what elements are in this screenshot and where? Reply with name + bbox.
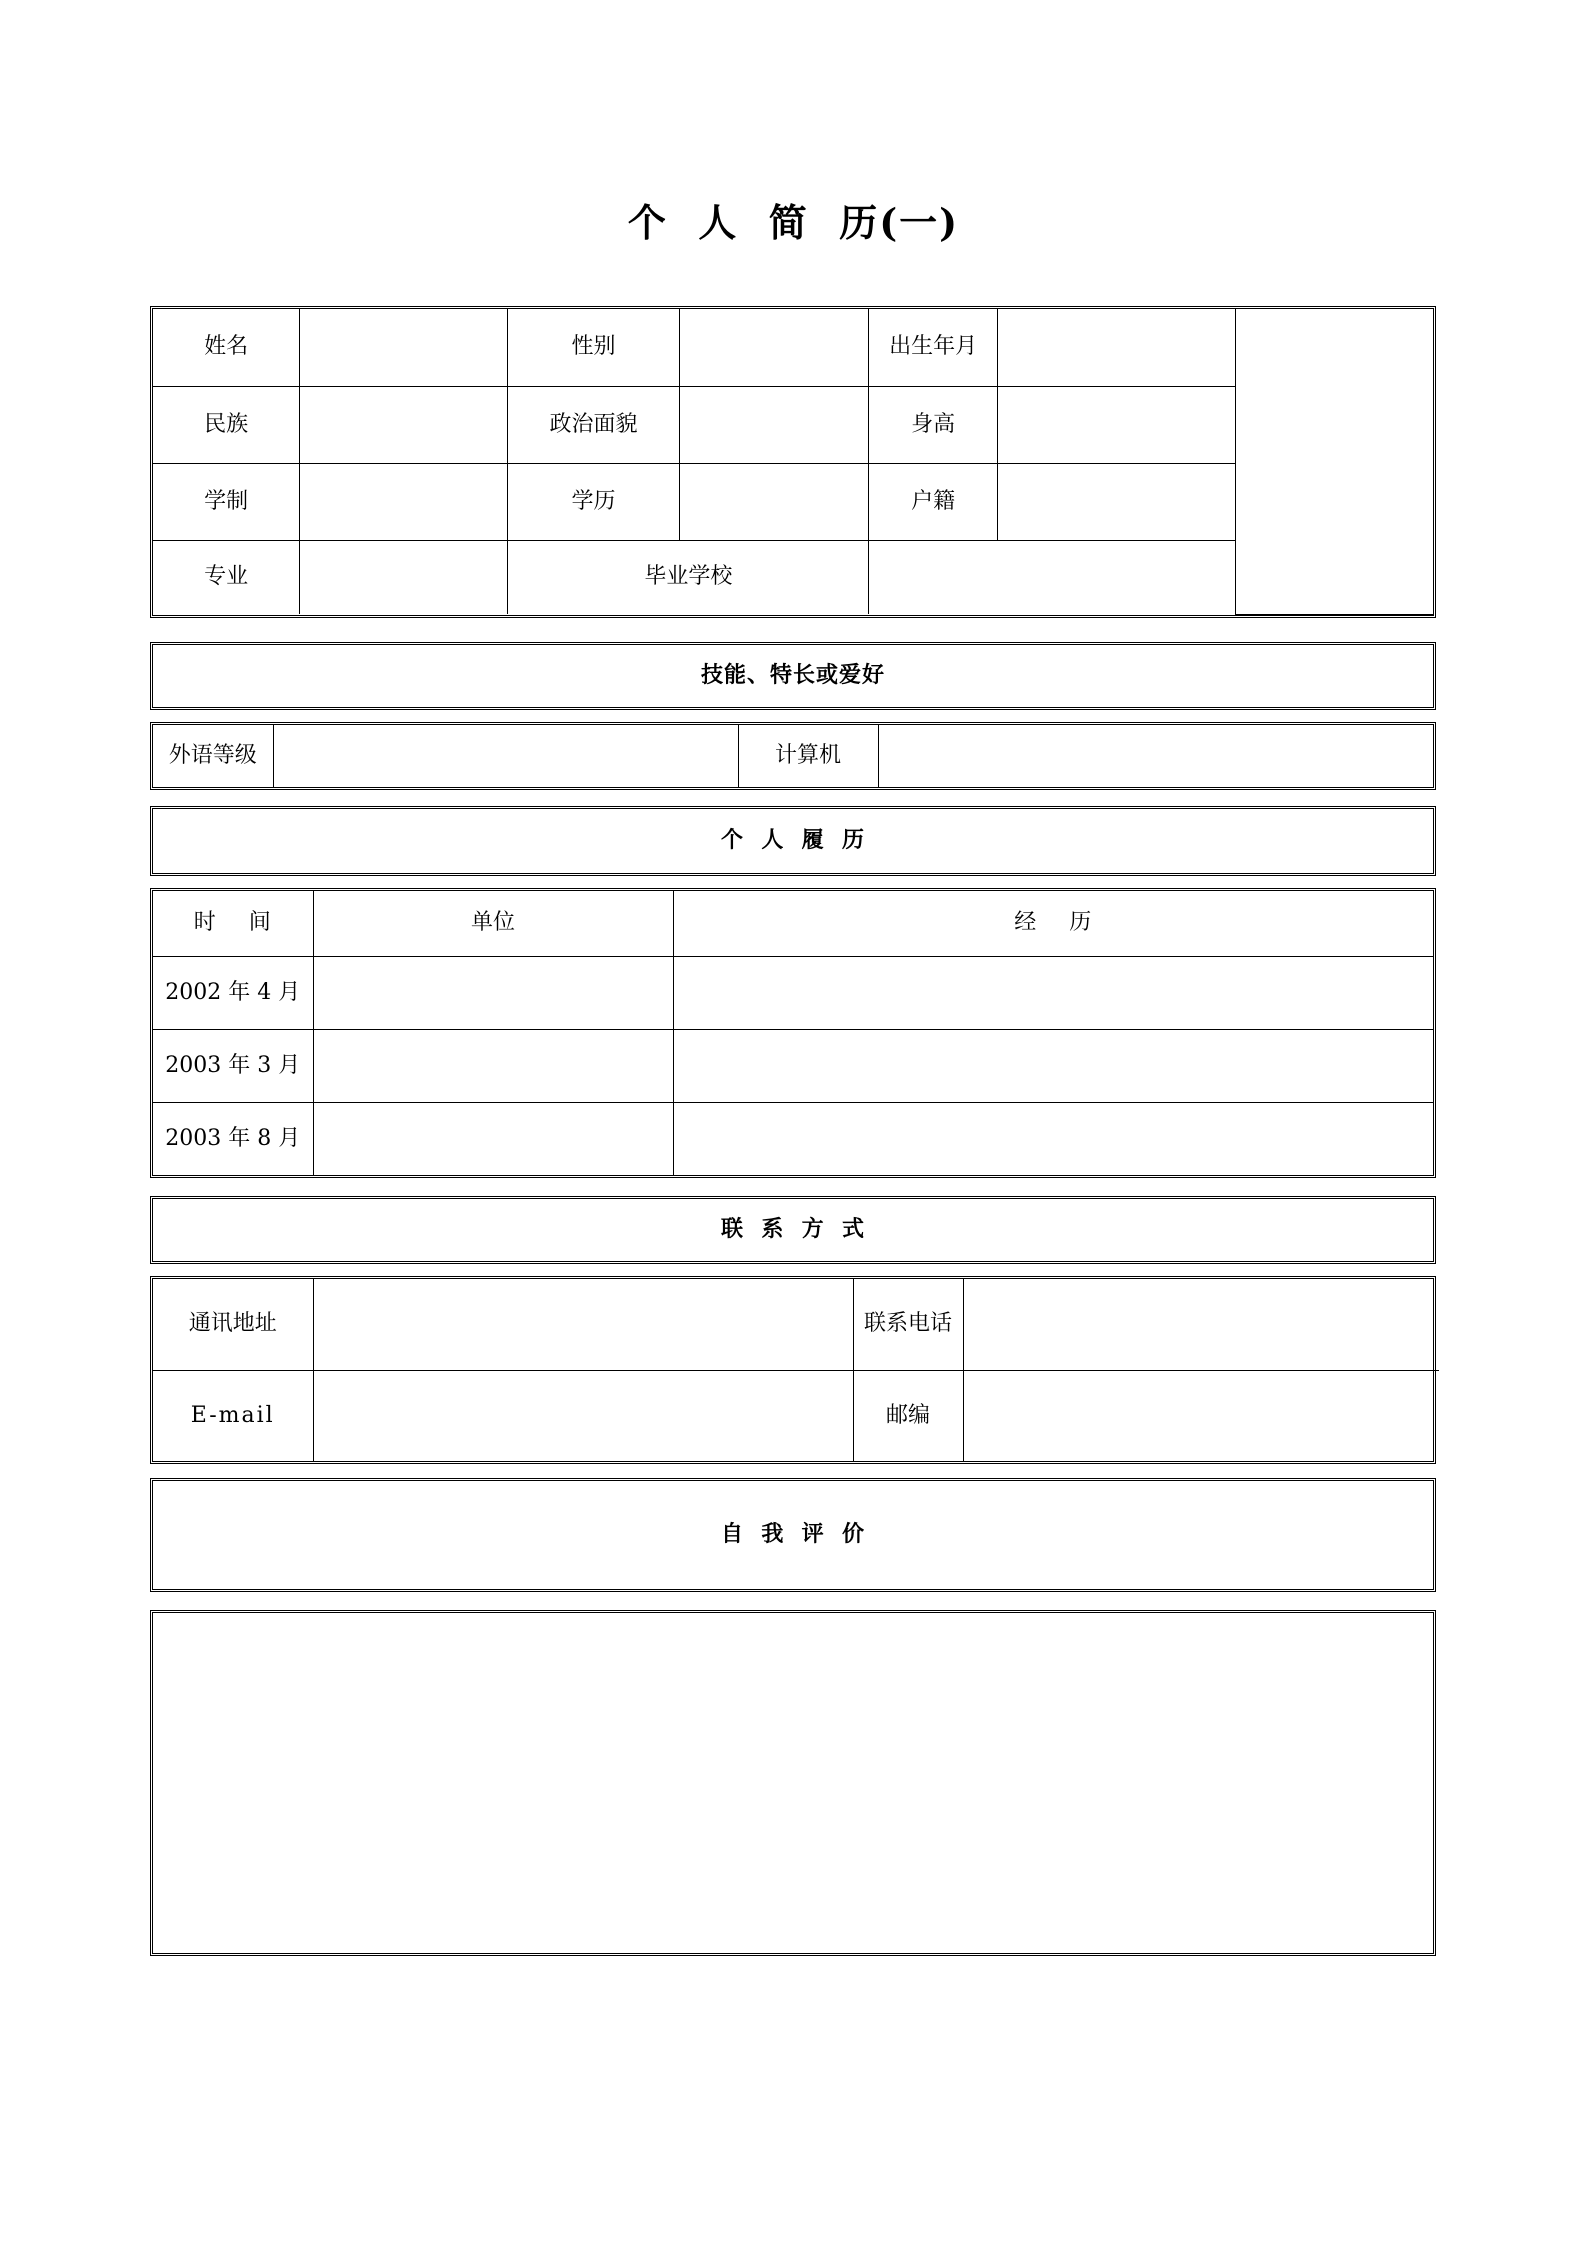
basic-info-table	[153, 309, 1433, 615]
label-graduation-school: 毕业学校	[508, 540, 869, 614]
field-school-system[interactable]	[300, 463, 508, 540]
field-mailing-address[interactable]	[313, 1279, 853, 1370]
cell-time: 2003 年 3 月	[153, 1029, 313, 1102]
contact-band-table	[153, 1199, 1433, 1261]
resume-table-block	[150, 888, 1436, 1178]
table-row	[153, 1029, 1433, 1102]
header-experience: 经 历	[673, 891, 1433, 956]
contact-band-title: 联 系 方 式	[721, 1216, 865, 1243]
field-foreign-language-level[interactable]	[273, 725, 738, 787]
cell-unit[interactable]	[313, 1029, 673, 1102]
label-computer: 计算机	[738, 725, 878, 787]
table-header-row	[153, 891, 1433, 956]
header-unit: 单位	[313, 891, 673, 956]
self-evaluation-body-table	[153, 1613, 1433, 1953]
field-computer[interactable]	[878, 725, 1433, 787]
label-gender: 性别	[508, 309, 679, 386]
skills-band-table	[153, 645, 1433, 707]
page-title: 个 人 简 历(一)	[627, 200, 960, 245]
table-row	[153, 956, 1433, 1029]
label-birth-date: 出生年月	[869, 309, 997, 386]
resume-band-title: 个 人 履 历	[721, 827, 865, 854]
label-foreign-language-level: 外语等级	[153, 725, 273, 787]
table-row	[153, 1613, 1433, 1953]
label-height: 身高	[869, 386, 997, 463]
field-email[interactable]	[313, 1370, 853, 1461]
self-evaluation-textarea[interactable]	[153, 1613, 1433, 1953]
header-time: 时 间	[153, 891, 313, 956]
language-block	[150, 722, 1436, 790]
field-political-status[interactable]	[679, 386, 869, 463]
resume-band-block	[150, 806, 1436, 876]
language-table	[153, 725, 1433, 787]
field-gender[interactable]	[679, 309, 869, 386]
field-education[interactable]	[679, 463, 869, 540]
field-postal-code[interactable]	[963, 1370, 1439, 1461]
table-row	[153, 809, 1433, 873]
label-political-status: 政治面貌	[508, 386, 679, 463]
cell-unit[interactable]	[313, 956, 673, 1029]
self-evaluation-band-table	[153, 1481, 1433, 1589]
label-email: E-mail	[153, 1370, 313, 1461]
label-major: 专业	[153, 540, 300, 614]
skills-band-title: 技能、特长或爱好	[700, 662, 885, 689]
field-residence[interactable]	[997, 463, 1236, 540]
cell-time: 2003 年 8 月	[153, 1102, 313, 1175]
label-name: 姓名	[153, 309, 300, 386]
table-row	[153, 645, 1433, 707]
contact-table-block	[150, 1276, 1436, 1464]
table-row	[153, 1370, 1439, 1461]
table-row	[153, 1199, 1433, 1261]
contact-band-block	[150, 1196, 1436, 1264]
field-graduation-school[interactable]	[869, 540, 1236, 614]
field-contact-phone[interactable]	[963, 1279, 1439, 1370]
table-row	[153, 725, 1433, 787]
table-row	[153, 1481, 1433, 1589]
cell-time: 2002 年 4 月	[153, 956, 313, 1029]
self-evaluation-band-block	[150, 1478, 1436, 1592]
label-postal-code: 邮编	[853, 1370, 963, 1461]
table-row	[153, 1102, 1433, 1175]
label-mailing-address: 通讯地址	[153, 1279, 313, 1370]
resume-table	[153, 891, 1433, 1175]
label-ethnicity: 民族	[153, 386, 300, 463]
label-school-system: 学制	[153, 463, 300, 540]
self-evaluation-band-title: 自 我 评 价	[721, 1521, 865, 1548]
cell-experience[interactable]	[673, 1102, 1433, 1175]
field-name[interactable]	[300, 309, 508, 386]
table-row	[153, 309, 1433, 386]
resume-band-table	[153, 809, 1433, 873]
label-education: 学历	[508, 463, 679, 540]
basic-info-block	[150, 306, 1436, 618]
cell-unit[interactable]	[313, 1102, 673, 1175]
skills-band-block	[150, 642, 1436, 710]
field-height[interactable]	[997, 386, 1236, 463]
table-row	[153, 1279, 1439, 1370]
photo-cell[interactable]	[1236, 309, 1433, 614]
contact-table	[153, 1279, 1439, 1461]
self-evaluation-body-block	[150, 1610, 1436, 1956]
field-major[interactable]	[300, 540, 508, 614]
cell-experience[interactable]	[673, 956, 1433, 1029]
label-contact-phone: 联系电话	[853, 1279, 963, 1370]
field-birth-date[interactable]	[997, 309, 1236, 386]
label-residence: 户籍	[869, 463, 997, 540]
cell-experience[interactable]	[673, 1029, 1433, 1102]
field-ethnicity[interactable]	[300, 386, 508, 463]
